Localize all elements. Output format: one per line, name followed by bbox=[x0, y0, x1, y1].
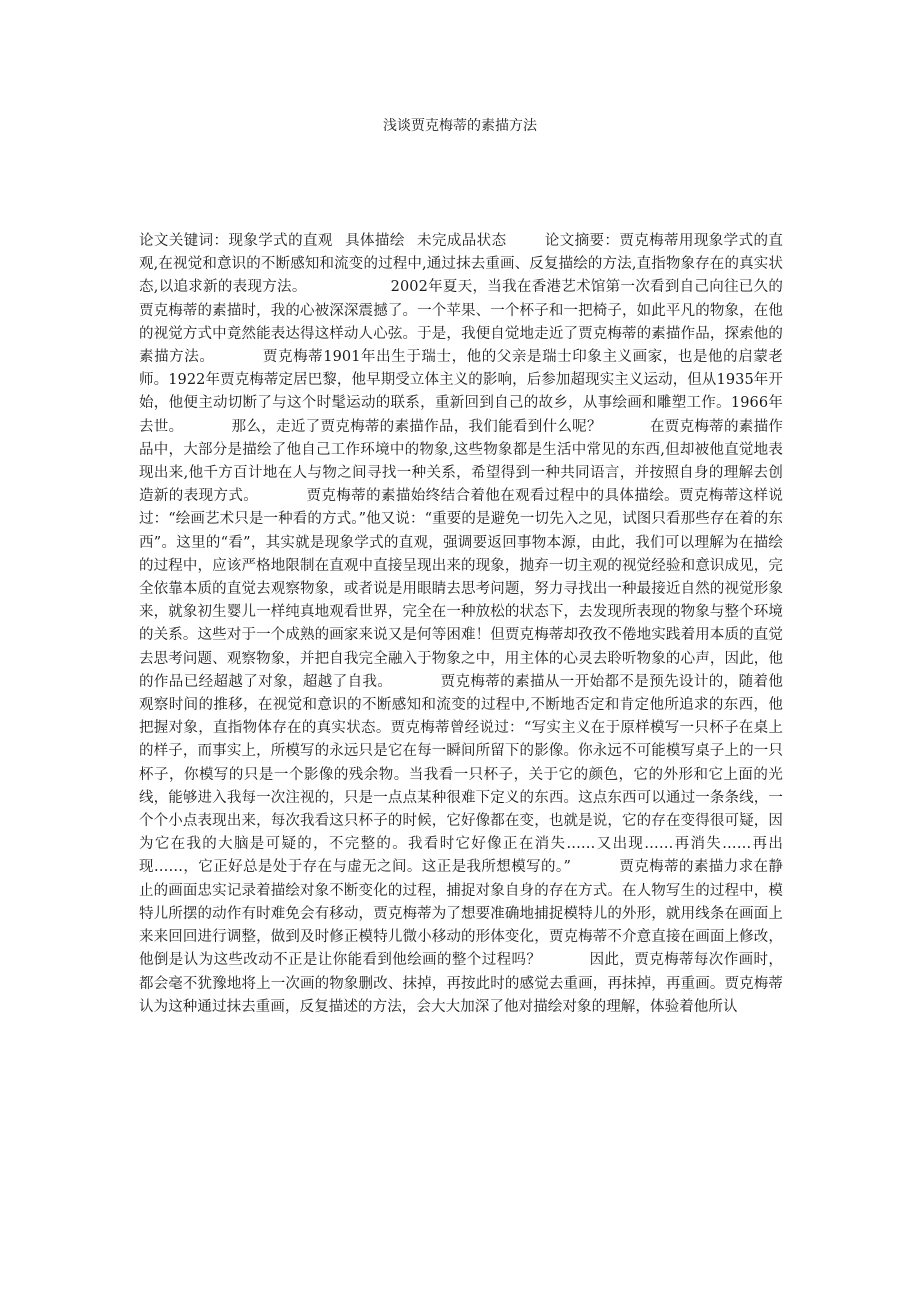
keyword: 具体描绘 bbox=[344, 233, 405, 249]
paragraph: 贾克梅蒂的素描从一开始都不是预先设计的，随着他观察时间的推移，在视觉和意识的不断感知和流变的过程中,不断地否定和肯定他所追求的东西，他把握对象，直指物体存在的真实状态。贾克梅蒂曾经说过：“写实主义在于原样模写一只杯子在桌上的样子，而事实上，所模写的永远只是它在每一瞬间所留下的影像。你永远不可能模写桌子上的一只杯子，你模写的只是一个影像的残余物。当我看一只杯子，关于它的颜色，它的外形和它上面的光线，能够进入我每一次注视的，只是一点点某种很难下定义的东西。这点东西可以通过一条条线，一个个小点表现出来，每次我看这只杯子的时候，它好像都在变，也就是说，它的存在变得很可疑，因为它在我的大脑是可疑的，不完整的。我看时它好像正在消失……又出现……再消失……再出现……，它正好总是处于存在与虚无之间。这正是我所想模写的。” bbox=[139, 673, 783, 876]
paragraph: 2002年夏天，当我在香港艺术馆第一次看到自己向往已久的贾克梅蒂的素描时，我的心被深深震撼了。一个苹果、一个杯子和一把椅子，如此平凡的物象，在他的视觉方式中竟然能表达得这样动人心弦。于是，我便自觉地走近了贾克梅蒂的素描作品，探索他的素描方法。 bbox=[139, 279, 783, 366]
paragraph: 在贾克梅蒂的素描作品中，大部分是描绘了他自己工作环境中的物象,这些物象都是生活中常见的东西,但却被他直觉地表现出来,他千方百计地在人与物之间寻找一种关系，希望得到一种共同语言，并按照自身的理解去创造新的表现方式。 bbox=[139, 418, 783, 505]
document-body bbox=[139, 230, 783, 1019]
abstract: 论文摘要：贾克梅蒂用现象学式的直观,在视觉和意识的不断感知和流变的过程中,通过抹去重画、反复描绘的方法,直指物象存在的真实状态,以追求新的表现方法。 bbox=[139, 233, 784, 296]
paragraph: 因此，贾克梅蒂每次作画时，都会毫不犹豫地将上一次画的物象删改、抹掉，再按此时的感觉去重画，再抹掉，再重画。贾克梅蒂认为这种通过抹去重画，反复描述的方法，会大大加深了他对描绘对象的理解，体验着他所认 bbox=[139, 952, 783, 1015]
paragraph: 贾克梅蒂的素描始终结合着他在观看过程中的具体描绘。贾克梅蒂这样说过：“绘画艺术只是一种看的方式。”他又说：“重要的是避免一切先入之见，试图只看那些存在着的东西”。这里的“看”，其实就是现象学式的直观，强调要返回事物本源，由此，我们可以理解为在描绘的过程中，应该严格地限制在直观中直接呈现出来的现象，抛弃一切主观的视觉经验和意识成见，完全依靠本质的直觉去观察物象，或者说是用眼睛去思考问题，努力寻找出一种最接近自然的视觉形象来，就象初生婴儿一样纯真地观看世界，完全在一种放松的状态下，去发现所表现的物象与整个环境的关系。这些对于一个成熟的画家来说又是何等困难！但贾克梅蒂却孜孜不倦地实践着用本质的直觉去思考问题、观察物象，并把自我完全融入于物象之中，用主体的心灵去聆听物象的心声，因此，他的作品已经超越了对象，超越了自我。 bbox=[139, 488, 783, 690]
keyword: 未完成品状态 bbox=[416, 233, 507, 249]
paragraph: 贾克梅蒂的素描力求在静止的画面忠实记录着描绘对象不断变化的过程，捕捉对象自身的存在方式。在人物写生的过程中，模特儿所摆的动作有时难免会有移动，贾克梅蒂为了想要准确地捕捉模特儿的外形，就用线条在画面上来来回回进行调整，做到及时修正模特儿微小移动的形体变化，贾克梅蒂不介意直接在画面上修改，他倒是认为这些改动不正是让你能看到他绘画的整个过程吗？ bbox=[139, 859, 783, 969]
document-title: 浅谈贾克梅蒂的素描方法 bbox=[383, 118, 537, 134]
paragraph: 那么，走近了贾克梅蒂的素描作品，我们能看到什么呢？ bbox=[231, 418, 602, 435]
keyword: 现象学式的直观 bbox=[228, 233, 333, 249]
paragraph: 贾克梅蒂1901年出生于瑞士，他的父亲是瑞士印象主义画家，也是他的启蒙老师。1922年贾克梅蒂定居巴黎，他早期受立体主义的影响，后参加超现实主义运动，但从1935年开始，他便主动切断了与这个时髦运动的联系，重新回到自己的故乡，从事绘画和雕塑工作。1966年去世。 bbox=[139, 349, 784, 435]
keywords-label: 论文关键词： bbox=[139, 233, 229, 249]
